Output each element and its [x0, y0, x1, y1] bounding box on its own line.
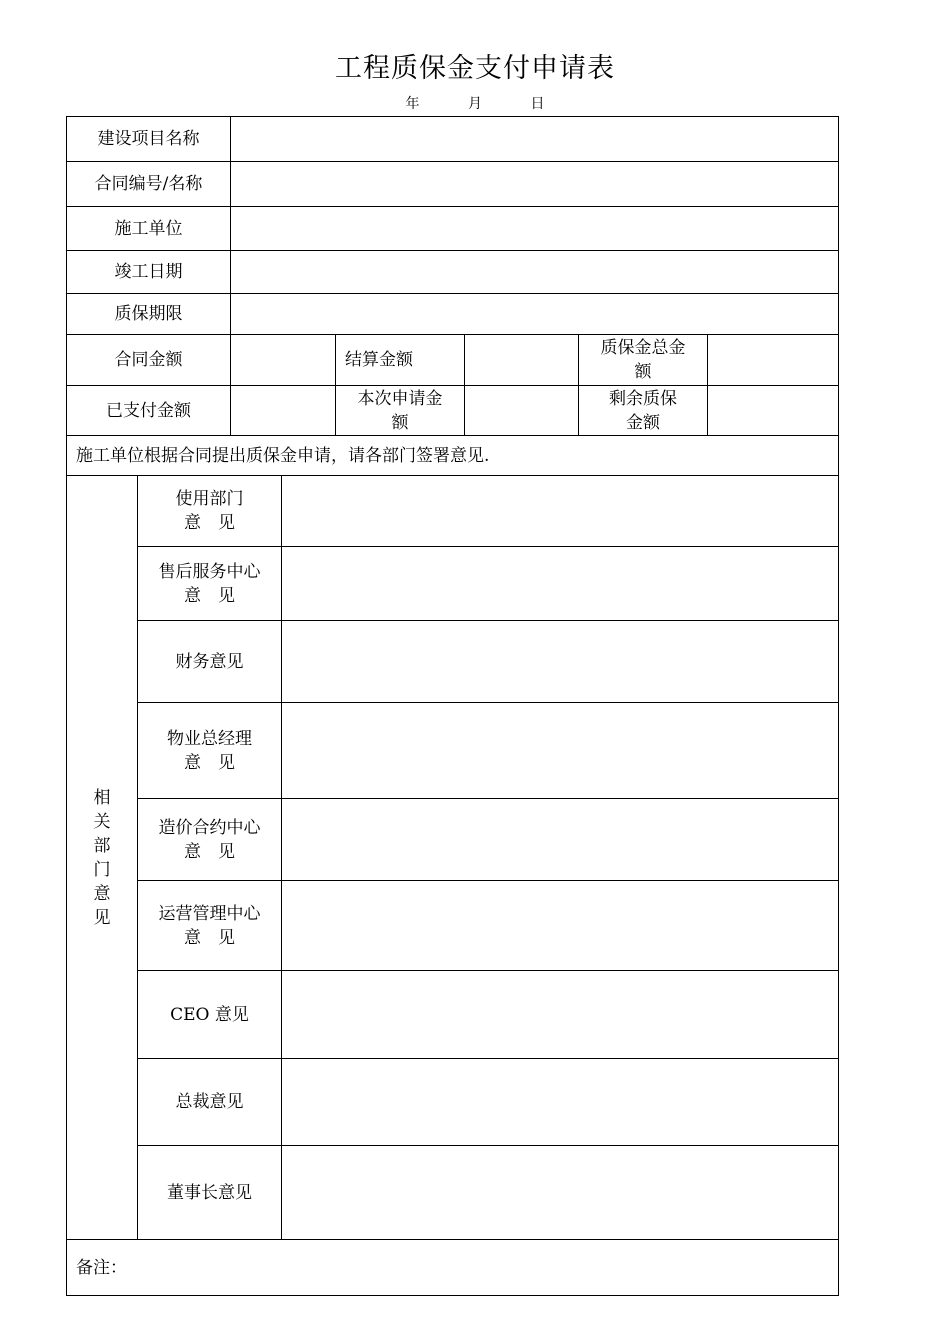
- label-settlement-amount: 结算金额: [336, 335, 465, 386]
- row-project-name: [67, 117, 839, 162]
- label-current-request-line2: 额: [391, 412, 409, 433]
- label-finance: 财务意见: [138, 621, 282, 703]
- row-dept-user: [67, 476, 839, 547]
- field-contract-amount[interactable]: [231, 335, 336, 386]
- field-current-request[interactable]: [465, 386, 579, 436]
- field-ceo-opinion[interactable]: [282, 971, 839, 1059]
- label-user-dept-line1: 使用部门: [175, 489, 244, 509]
- label-ceo: CEO 意见: [138, 971, 282, 1059]
- field-settlement-amount[interactable]: [465, 335, 579, 386]
- label-current-request-line1: 本次申请金: [357, 388, 443, 409]
- field-remaining-retention[interactable]: [708, 386, 839, 436]
- label-cost-contract-line2: 意 见: [184, 841, 235, 862]
- label-remaining-retention: [579, 386, 708, 436]
- label-remaining-retention-line1: 剩余质保: [609, 388, 677, 409]
- row-dept-ceo: [67, 971, 839, 1059]
- field-chairman-opinion[interactable]: [282, 1146, 839, 1240]
- field-president-opinion[interactable]: [282, 1059, 839, 1146]
- label-after-sales: [138, 547, 282, 621]
- row-completion-date: [67, 251, 839, 294]
- field-user-dept-opinion[interactable]: [282, 476, 839, 547]
- dept-group-label-text: 相关部门意见: [93, 787, 111, 928]
- label-warranty-period: 质保期限: [67, 294, 231, 335]
- row-contract-no: [67, 162, 839, 207]
- row-dept-cost-contract: [67, 799, 839, 881]
- date-day-label: 日: [530, 96, 545, 112]
- row-amounts-1: [67, 335, 839, 386]
- label-property-gm: [138, 703, 282, 799]
- date-month-label: 月: [468, 96, 482, 112]
- date-line: [0, 93, 950, 113]
- label-construction-unit: 施工单位: [67, 207, 231, 251]
- label-property-gm-line2: 意 见: [184, 752, 235, 773]
- label-retention-total-line1: 质保金总金: [600, 338, 686, 358]
- field-construction-unit[interactable]: [231, 207, 839, 251]
- field-project-name[interactable]: [231, 117, 839, 162]
- remarks-field[interactable]: [67, 1240, 839, 1296]
- label-project-name: 建设项目名称: [67, 117, 231, 162]
- field-retention-total[interactable]: [708, 335, 839, 386]
- row-dept-finance: [67, 621, 839, 703]
- label-after-sales-line2: 意 见: [184, 585, 235, 606]
- label-contract-no: 合同编号/名称: [67, 162, 231, 207]
- label-president: 总裁意见: [138, 1059, 282, 1146]
- label-completion-date: 竣工日期: [67, 251, 231, 294]
- label-contract-amount: 合同金额: [67, 335, 231, 386]
- field-property-gm-opinion[interactable]: [282, 703, 839, 799]
- label-operations-line1: 运营管理中心: [158, 903, 261, 924]
- date-year-label: 年: [405, 96, 420, 112]
- label-chairman: 董事长意见: [138, 1146, 282, 1240]
- field-finance-opinion[interactable]: [282, 621, 839, 703]
- field-contract-no[interactable]: [231, 162, 839, 207]
- field-completion-date[interactable]: [231, 251, 839, 294]
- label-user-dept: [138, 476, 282, 547]
- label-cost-contract: [138, 799, 282, 881]
- field-cost-contract-opinion[interactable]: [282, 799, 839, 881]
- row-dept-president: [67, 1059, 839, 1146]
- row-construction-unit: [67, 207, 839, 251]
- label-retention-total-line2: 额: [634, 362, 652, 382]
- field-paid-amount[interactable]: [231, 386, 336, 436]
- application-form-table: [66, 116, 839, 1296]
- row-dept-after-sales: [67, 547, 839, 621]
- dept-group-label: [67, 476, 138, 1240]
- notice-text: 施工单位根据合同提出质保金申请，请各部门签署意见.: [67, 436, 839, 476]
- form-title: 工程质保金支付申请表: [335, 53, 615, 84]
- row-remarks: [67, 1240, 839, 1296]
- label-cost-contract-line1: 造价合约中心: [158, 817, 261, 838]
- label-operations-line2: 意 见: [184, 927, 235, 948]
- field-after-sales-opinion[interactable]: [282, 547, 839, 621]
- label-operations: [138, 881, 282, 971]
- field-warranty-period[interactable]: [231, 294, 839, 335]
- row-dept-operations: [67, 881, 839, 971]
- label-retention-total: [579, 335, 708, 386]
- row-amounts-2: [67, 386, 839, 436]
- label-user-dept-line2: 意 见: [184, 513, 235, 533]
- label-after-sales-line1: 售后服务中心: [158, 561, 261, 582]
- remarks-label: 备注：: [76, 1257, 127, 1278]
- row-dept-property-gm: [67, 703, 839, 799]
- label-property-gm-line1: 物业总经理: [167, 728, 252, 749]
- label-remaining-retention-line2: 金额: [626, 412, 660, 433]
- row-notice: [67, 436, 839, 476]
- label-current-request: [336, 386, 465, 436]
- field-operations-opinion[interactable]: [282, 881, 839, 971]
- label-paid-amount: 已支付金额: [67, 386, 231, 436]
- row-warranty-period: [67, 294, 839, 335]
- row-dept-chairman: [67, 1146, 839, 1240]
